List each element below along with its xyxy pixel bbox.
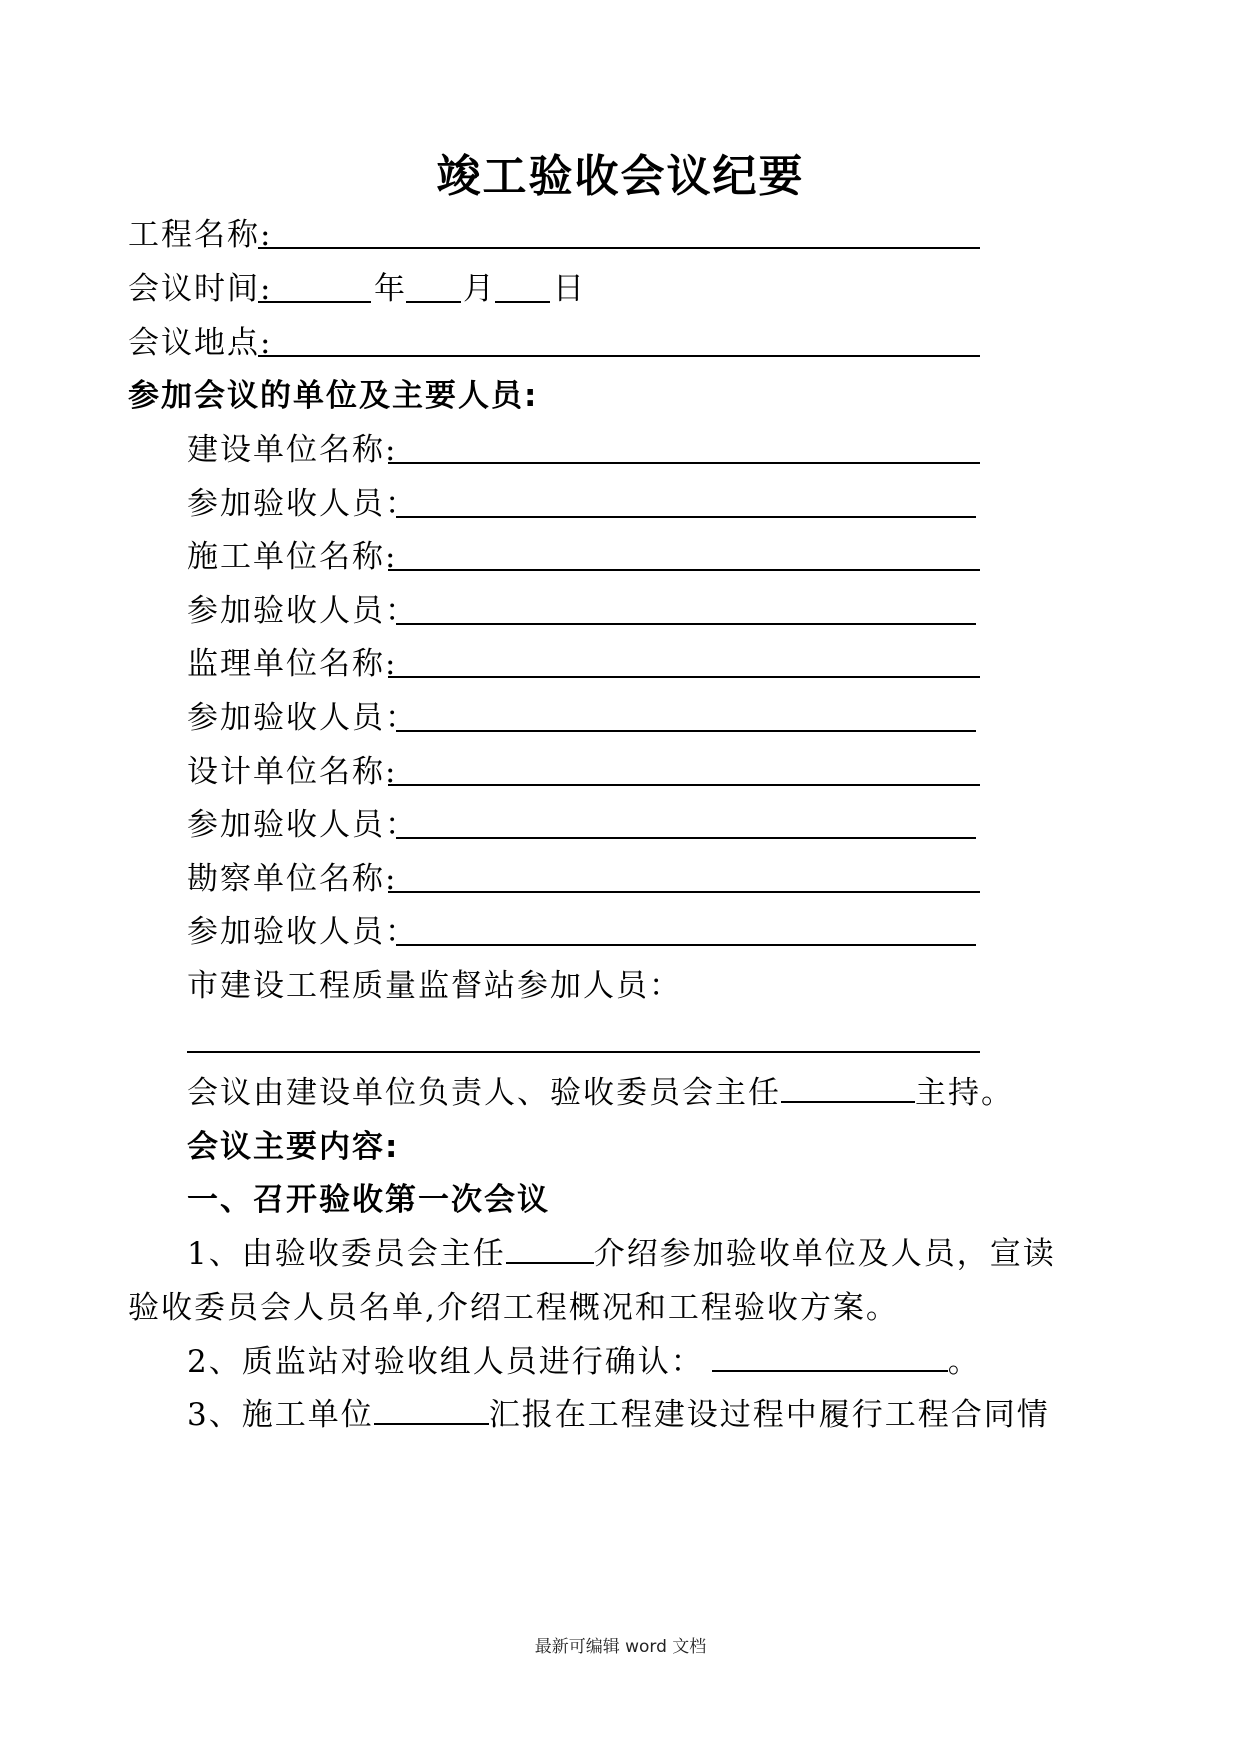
supervisor-unit-label: 监理单位名称:: [187, 646, 398, 682]
item1-line: [187, 1232, 1056, 1276]
meeting-place-label: 会议地点:: [128, 325, 273, 361]
host-name-line[interactable]: [781, 1071, 915, 1103]
project-name-label: 工程名称:: [128, 217, 273, 253]
year-label: 年: [374, 271, 407, 307]
item2-blank[interactable]: [712, 1340, 948, 1372]
owner-staff-line[interactable]: [396, 516, 976, 518]
meeting-year-line[interactable]: [258, 301, 371, 303]
owner-unit-label: 建设单位名称:: [187, 432, 398, 468]
owner-unit-line[interactable]: [388, 462, 980, 464]
contractor-staff-line[interactable]: [396, 623, 976, 625]
meeting-place-line[interactable]: [258, 355, 980, 357]
page-footer: 最新可编辑 word 文档: [534, 1637, 707, 1657]
quality-station-line[interactable]: [187, 1051, 980, 1053]
project-name-line[interactable]: [258, 247, 980, 249]
meeting-day-line[interactable]: [495, 301, 550, 303]
attendees-heading: 参加会议的单位及主要人员:: [128, 378, 539, 414]
host-line-before: 会议由建设单位负责人、验收委员会主任: [187, 1075, 781, 1111]
item2-part-a: 2、质监站对验收组人员进行确认：: [187, 1344, 704, 1380]
item1-part-a: 1、由验收委员会主任: [187, 1236, 506, 1272]
host-line-after: 主持。: [915, 1075, 1014, 1111]
content-heading: 会议主要内容:: [187, 1129, 400, 1165]
quality-station-label: 市建设工程质量监督站参加人员：: [187, 968, 682, 1004]
item1-blank[interactable]: [506, 1232, 594, 1264]
owner-staff-label: 参加验收人员：: [187, 486, 418, 522]
contractor-unit-line[interactable]: [388, 569, 980, 571]
meeting-time-label: 会议时间:: [128, 271, 273, 307]
item3-part-b: 汇报在工程建设过程中履行工程合同情: [488, 1397, 1050, 1433]
supervisor-unit-line[interactable]: [388, 676, 980, 678]
surveyor-unit-line[interactable]: [388, 891, 980, 893]
item3-part-a: 3、施工单位: [187, 1397, 374, 1433]
item2-line: [187, 1340, 981, 1384]
month-label: 月: [463, 271, 496, 307]
surveyor-staff-line[interactable]: [396, 944, 976, 946]
day-label: 日: [553, 271, 586, 307]
contractor-unit-label: 施工单位名称:: [187, 539, 398, 575]
surveyor-staff-label: 参加验收人员：: [187, 914, 418, 950]
designer-unit-label: 设计单位名称:: [187, 754, 398, 790]
designer-staff-line[interactable]: [396, 837, 976, 839]
designer-unit-line[interactable]: [388, 784, 980, 786]
contractor-staff-label: 参加验收人员：: [187, 593, 418, 629]
surveyor-unit-label: 勘察单位名称:: [187, 861, 398, 897]
section1-heading: 一、召开验收第一次会议: [187, 1182, 550, 1218]
supervisor-staff-line[interactable]: [396, 730, 976, 732]
item1-part-b: 介绍参加验收单位及人员，宣读: [593, 1236, 1056, 1272]
item3-line: [187, 1393, 1050, 1437]
item2-part-b: 。: [947, 1344, 981, 1380]
designer-staff-label: 参加验收人员：: [187, 807, 418, 843]
document-title: 竣工验收会议纪要: [436, 151, 805, 202]
supervisor-staff-label: 参加验收人员：: [187, 700, 418, 736]
item3-blank[interactable]: [374, 1393, 489, 1425]
item1-continuation: 验收委员会人员名单,介绍工程概况和工程验收方案。: [128, 1290, 899, 1326]
meeting-month-line[interactable]: [406, 301, 461, 303]
host-line: [187, 1071, 1014, 1115]
